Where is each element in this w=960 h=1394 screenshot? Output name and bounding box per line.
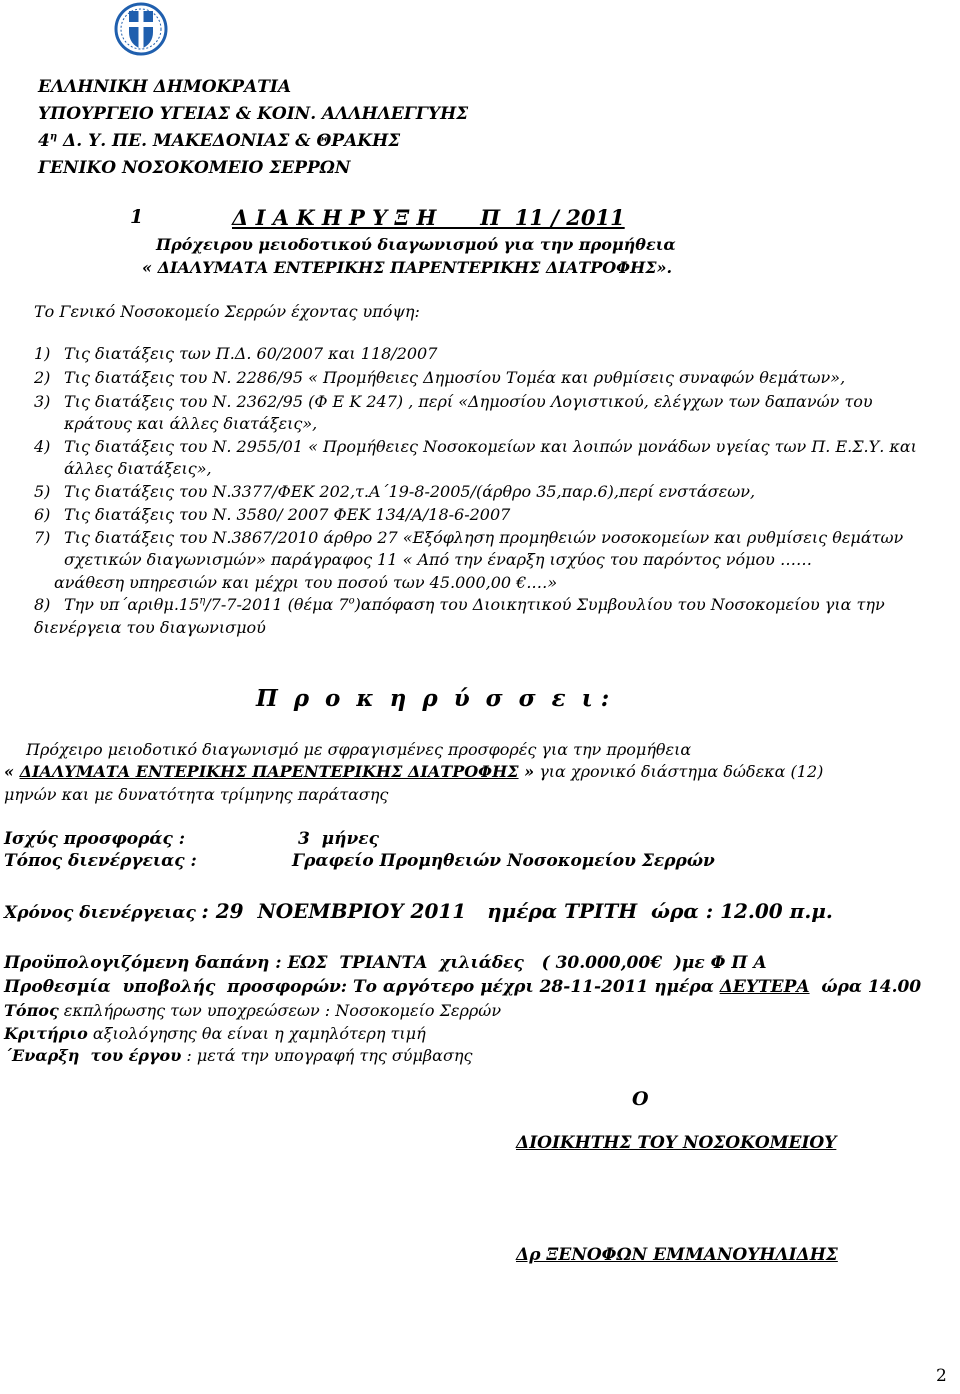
header-ministry: ΥΠΟΥΡΓΕΙΟ ΥΓΕΙΑΣ & ΚΟΙΝ. ΑΛΛΗΛΕΓΓΥΗΣ — [38, 104, 469, 124]
body-line: μηνών και με δυνατότητα τρίμηνης παράτασης — [4, 785, 389, 804]
greek-coat-of-arms-icon — [114, 2, 168, 56]
page-title: Δ Ι Α Κ Η Ρ Υ Ξ Η Π 11 / 2011 — [232, 205, 625, 230]
signature-article: Ο — [632, 1088, 649, 1110]
list-item-continuation: κράτους και άλλες διατάξεις», — [64, 414, 318, 433]
list-item: 1) Τις διατάξεις των Π.Δ. 60/2007 και 118/2007 — [34, 344, 438, 363]
list-item: 2) Τις διατάξεις του Ν. 2286/95 « Προμήθειες Δημοσίου Τομέα και ρυθμίσεις συναφών θεμάτων», — [34, 368, 846, 387]
list-item: 8) Την $\upsilon\pi΄\alpha\rho\iota\theta\mu.15^\eta/7-7-2011$ (θέμα $7^o)\alpha\pi ό\varphi\alpha\sigma\eta$ του Διοικητικού Συμβουλίου του Νοσοκομείου για την — [34, 595, 885, 614]
deadline-line: Προθεσμία υποβολής προσφορών: Το αργότερο μέχρι 28-11-2011 ημέρα ΔΕΥΤΕΡΑ ώρα 14.00 — [4, 977, 922, 997]
list-item-continuation: διενέργεια του διαγωνισμού — [34, 618, 266, 637]
validity-label: Ισχύς προσφοράς : — [4, 829, 186, 849]
criterion-line: Κριτήριο αξιολόγησης θα είναι η χαμηλότερη τιμή — [4, 1024, 426, 1043]
list-item: 3) Τις διατάξεις του Ν. 2362/95 (Φ Ε Κ 247) , περί «Δημοσίου Λογιστικού, ελέγχων των δαπανών του — [34, 392, 873, 411]
body-line: Πρόχειρο μειοδοτικό διαγωνισμό με σφραγισμένες προσφορές για την προμήθεια — [26, 740, 692, 759]
list-item: 6) Τις διατάξεις του Ν. 3580/ 2007 ΦΕΚ 134/Α/18-6-2007 — [34, 505, 511, 524]
delivery-line: Τόπος εκπλήρωσης των υποχρεώσεων : Νοσοκομείο Σερρών — [4, 1001, 502, 1020]
header-republic: ΕΛΛΗΝΙΚΗ ΔΗΜΟΚΡΑΤΙΑ — [38, 77, 292, 97]
budget-line: Προϋπολογιζόμενη δαπάνη : ΕΩΣ ΤΡΙΑΝΤΑ χιλιάδες ( 30.000,00€ )με Φ Π Α — [4, 953, 767, 973]
header-region: $4^\eta$ Δ. Υ. ΠΕ. ΜΑΚΕΔΟΝΙΑΣ & ΘΡΑΚΗΣ — [38, 131, 401, 151]
place-value: Γραφείο Προμηθειών Νοσοκομείου Σερρών — [292, 851, 715, 871]
header-hospital: ΓΕΝΙΚΟ ΝΟΣΟΚΟΜΕΙΟ ΣΕΡΡΩΝ — [38, 158, 351, 178]
title-number: 1 — [130, 206, 144, 228]
proclaims-heading: Π ρ ο κ η ρ ύ σ σ ε ι : — [256, 685, 610, 712]
title-subtitle: Πρόχειρου μειοδοτικού διαγωνισμού για την προμήθεια — [156, 235, 676, 254]
time-line: Χρόνος διενέργειας : 29 ΝΟΕΜΒΡΙΟΥ 2011 ημέρα ΤΡΙΤΗ ώρα : 12.00 π.μ. — [4, 899, 833, 923]
list-item-continuation: σχετικών διαγωνισμών» παράγραφος 11 « Από την έναρξη ισχύος του παρόντος νόμου …… — [64, 550, 812, 569]
list-item: 5) Τις διατάξεις του Ν.3377/ΦΕΚ 202,τ.Α΄19-8-2005/(άρθρο 35,παρ.6),περί ενστάσεων, — [34, 482, 756, 501]
signature-name: Δρ ΞΕΝΟΦΩΝ ΕΜΜΑΝΟΥΗΛΙΔΗΣ — [516, 1245, 838, 1265]
list-item-continuation: άλλες διατάξεις», — [64, 459, 212, 478]
list-item: 4) Τις διατάξεις του Ν. 2955/01 « Προμήθειες Νοσοκομείων και λοιπών μονάδων υγείας των Π. Ε.Σ.Υ. και — [34, 437, 917, 456]
start-line: ΄Εναρξη του έργου : μετά την υπογραφή της σύμβασης — [4, 1046, 473, 1065]
place-label: Τόπος διενέργειας : — [4, 851, 197, 871]
list-item-continuation: ανάθεση υπηρεσιών και μέχρι του ποσού των 45.000,00 €.…» — [54, 573, 558, 592]
intro-text: Το Γενικό Νοσοκομείο Σερρών έχοντας υπόψη: — [34, 302, 420, 321]
validity-value: 3 μήνες — [298, 829, 379, 849]
body-line: « ΔΙΑΛΥΜΑΤΑ ΕΝΤΕΡΙΚΗΣ ΠΑΡΕΝΤΕΡΙΚΗΣ ΔΙΑΤΡΟΦΗΣ » για χρονικό διάστημα δώδεκα (12) — [4, 762, 824, 781]
page-number: 2 — [936, 1366, 947, 1386]
signature-role: ΔΙΟΙΚΗΤΗΣ ΤΟΥ ΝΟΣΟΚΟΜΕΙΟΥ — [516, 1133, 837, 1153]
list-item: 7) Τις διατάξεις του Ν.3867/2010 άρθρο 27 «Εξόφληση προμηθειών νοσοκομείων και ρυθμίσεις θεμάτων — [34, 528, 904, 547]
title-subject: « ΔΙΑΛΥΜΑΤΑ ΕΝΤΕΡΙΚΗΣ ΠΑΡΕΝΤΕΡΙΚΗΣ ΔΙΑΤΡΟΦΗΣ». — [142, 258, 673, 277]
